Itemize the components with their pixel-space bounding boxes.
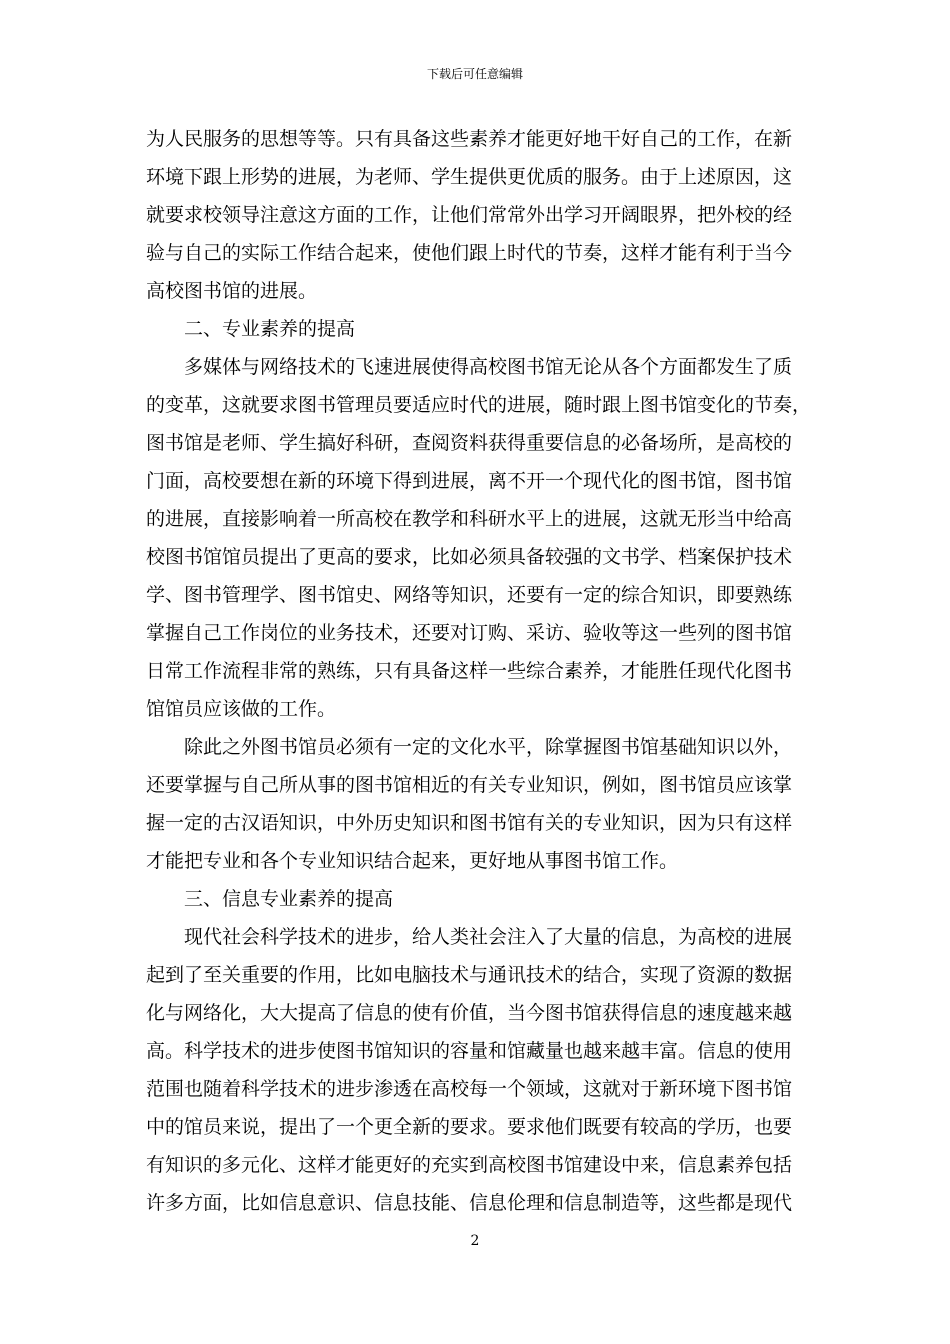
paragraph-line: 门面，高校要想在新的环境下得到进展，离不开一个现代化的图书馆，图书馆: [146, 470, 793, 492]
paragraph-line: 图书馆是老师、学生搞好科研，查阅资料获得重要信息的必备场所，是高校的: [146, 432, 793, 454]
paragraph-line: 中的馆员来说，提出了一个更全新的要求。要求他们既要有较高的学历，也要: [146, 1116, 793, 1138]
paragraph-line: 掌握自己工作岗位的业务技术，还要对订购、采访、验收等这一些列的图书馆: [146, 622, 793, 644]
paragraph-line: 化与网络化，大大提高了信息的使有价值，当今图书馆获得信息的速度越来越: [146, 1002, 793, 1024]
paragraph-line: 才能把专业和各个专业知识结合起来，更好地从事图书馆工作。: [146, 850, 679, 872]
paragraph-line: 的变革，这就要求图书管理员要适应时代的进展，随时跟上图书馆变化的节奏，: [146, 394, 812, 416]
paragraph-line: 为人民服务的思想等等。只有具备这些素养才能更好地干好自己的工作，在新: [146, 128, 793, 150]
paragraph-line: 范围也随着科学技术的进步渗透在高校每一个领域，这就对于新环境下图书馆: [146, 1078, 793, 1100]
paragraph-line: 馆馆员应该做的工作。: [146, 698, 337, 720]
paragraph-line: 环境下跟上形势的进展，为老师、学生提供更优质的服务。由于上述原因，这: [146, 166, 793, 188]
paragraph-line: 起到了至关重要的作用，比如电脑技术与通讯技术的结合，实现了资源的数据: [146, 964, 793, 986]
paragraph-line: 还要掌握与自己所从事的图书馆相近的有关专业知识，例如，图书馆员应该掌: [146, 774, 793, 796]
paragraph-line: 校图书馆馆员提出了更高的要求，比如必须具备较强的文书学、档案保护技术: [146, 546, 793, 568]
paragraph-line: 高校图书馆的进展。: [146, 280, 318, 302]
page-header: 下载后可任意编辑: [426, 67, 523, 81]
paragraph-first-line: 除此之外图书馆员必须有一定的文化水平，除掌握图书馆基础知识以外，: [184, 736, 793, 758]
paragraph-line: 的进展，直接影响着一所高校在教学和科研水平上的进展，这就无形当中给高: [146, 508, 793, 530]
paragraph-line: 高。科学技术的进步使图书馆知识的容量和馆藏量也越来越丰富。信息的使用: [146, 1040, 793, 1062]
paragraph-first-line: 三、信息专业素养的提高: [184, 888, 394, 910]
paragraph-line: 许多方面，比如信息意识、信息技能、信息伦理和信息制造等，这些都是现代: [146, 1192, 793, 1214]
paragraph-first-line: 多媒体与网络技术的飞速进展使得高校图书馆无论从各个方面都发生了质: [184, 356, 793, 378]
paragraph-line: 日常工作流程非常的熟练，只有具备这样一些综合素养，才能胜任现代化图书: [146, 660, 793, 682]
page-number: 2: [470, 1233, 480, 1249]
paragraph-line: 就要求校领导注意这方面的工作，让他们常常外出学习开阔眼界，把外校的经: [146, 204, 793, 226]
paragraph-line: 握一定的古汉语知识，中外历史知识和图书馆有关的专业知识，因为只有这样: [146, 812, 793, 834]
paragraph-line: 学、图书管理学、图书馆史、网络等知识，还要有一定的综合知识，即要熟练: [146, 584, 793, 606]
paragraph-line: 验与自己的实际工作结合起来，使他们跟上时代的节奏，这样才能有利于当今: [146, 242, 793, 264]
paragraph-first-line: 二、专业素养的提高: [184, 318, 356, 340]
document-body: [146, 120, 826, 1222]
paragraph-line: 有知识的多元化、这样才能更好的充实到高校图书馆建设中来，信息素养包括: [146, 1154, 793, 1176]
paragraph-first-line: 现代社会科学技术的进步，给人类社会注入了大量的信息，为高校的进展: [184, 926, 793, 948]
